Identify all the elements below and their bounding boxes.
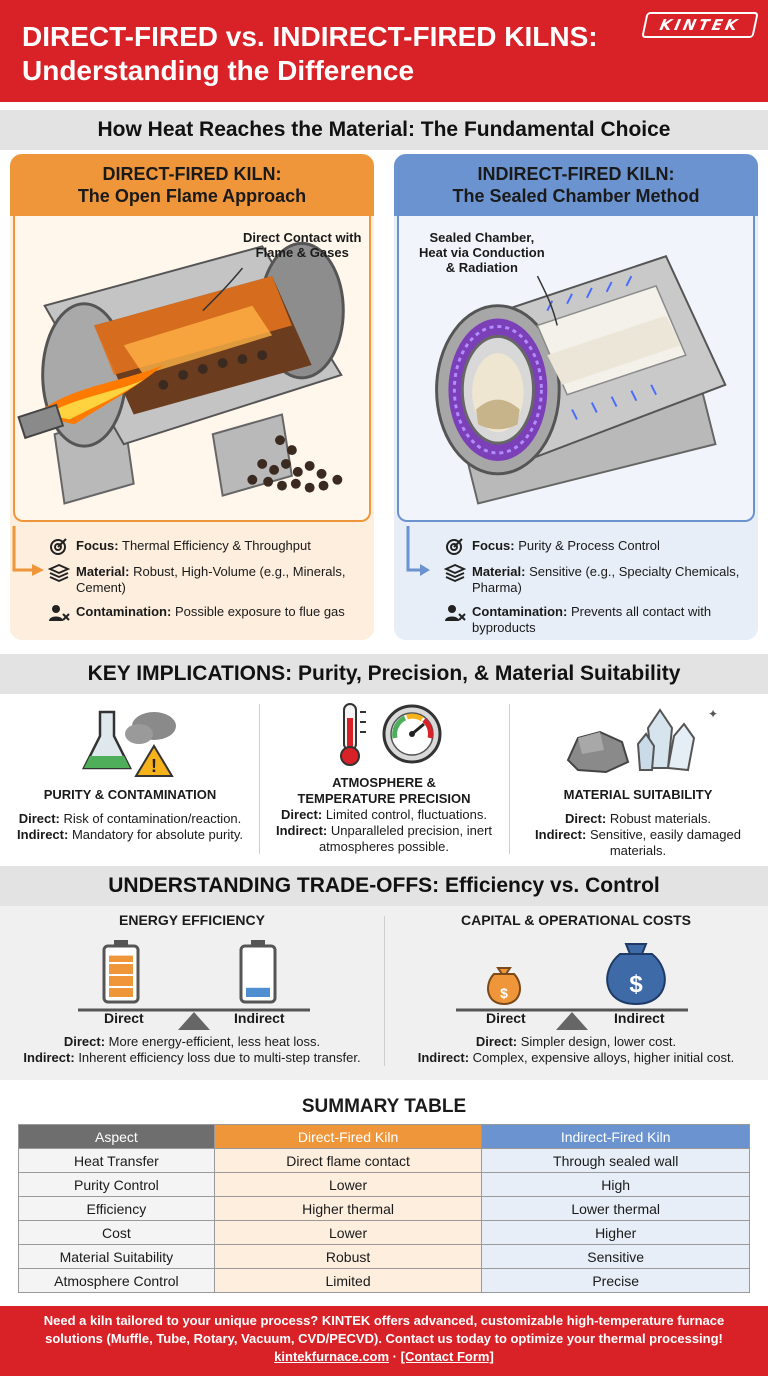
website-link[interactable]: kintekfurnace.com xyxy=(274,1349,390,1364)
target-icon xyxy=(48,538,70,556)
page-footer xyxy=(0,1306,768,1376)
direct-battery-fill xyxy=(109,956,133,997)
table-cell: Robust xyxy=(214,1245,482,1269)
direct-arrow-icon xyxy=(10,526,46,586)
table-row xyxy=(19,1245,750,1269)
footer-separator: · xyxy=(392,1349,398,1364)
energy-efficiency-text: Direct: More energy-efficient, less heat loss. Indirect: Inherent efficiency loss due to multi-step transfer. xyxy=(23,1034,361,1065)
energy-direct-label: Direct xyxy=(104,1010,144,1026)
implication-material-title: MATERIAL SUITABILITY xyxy=(563,787,713,802)
direct-fact-focus: Focus: Thermal Efficiency & Throughput xyxy=(48,538,368,556)
implication-material-text: Direct: Robust materials. Indirect: Sensitive, easily damaged materials. xyxy=(535,811,741,858)
table-cell: Through sealed wall xyxy=(482,1149,750,1173)
implication-material xyxy=(512,698,764,862)
direct-kiln-illustration xyxy=(13,216,371,522)
user-blocked-icon xyxy=(48,604,70,622)
indirect-arrow-icon xyxy=(394,526,430,586)
direct-kiln-panel xyxy=(10,154,374,640)
implication-atmosphere-title: ATMOSPHERE & TEMPERATURE PRECISION xyxy=(297,775,471,806)
layers-icon xyxy=(48,564,70,582)
costs-direct-label: Direct xyxy=(486,1010,526,1026)
contact-form-link[interactable]: [Contact Form] xyxy=(400,1349,494,1364)
table-row xyxy=(19,1149,750,1173)
implication-divider xyxy=(259,704,260,854)
costs-title: CAPITAL & OPERATIONAL COSTS xyxy=(461,912,691,928)
page-header xyxy=(0,0,768,102)
summary-table-title: SUMMARY TABLE xyxy=(301,1096,467,1117)
page-title: DIRECT-FIRED vs. INDIRECT-FIRED KILNS: Understanding the Difference xyxy=(22,21,598,86)
svg-text:!: ! xyxy=(151,756,157,776)
table-cell: Higher thermal xyxy=(214,1197,482,1221)
indirect-kiln-panel xyxy=(394,154,758,640)
table-cell: Precise xyxy=(482,1269,750,1293)
direct-fact-contamination: Contamination: Possible exposure to flue gas xyxy=(48,604,368,622)
direct-callout: Direct Contact with Flame & Gases xyxy=(243,230,362,260)
table-cell: Lower xyxy=(214,1173,482,1197)
user-blocked-icon xyxy=(444,604,466,622)
implication-purity-text: Direct: Risk of contamination/reaction. Indirect: Mandatory for absolute purity. xyxy=(17,811,243,842)
table-cell: Lower xyxy=(214,1221,482,1245)
implication-divider xyxy=(509,704,510,854)
implications-section xyxy=(0,698,768,862)
svg-text:$: $ xyxy=(500,985,508,1001)
thermometer-gauge-icon xyxy=(262,698,506,768)
implications-heading: KEY IMPLICATIONS: Purity, Precision, & Material Suitability xyxy=(0,654,768,694)
target-icon xyxy=(444,538,466,556)
table-header-cell: Indirect-Fired Kiln xyxy=(482,1125,750,1149)
implication-atmosphere xyxy=(262,698,506,862)
table-cell: Heat Transfer xyxy=(19,1149,215,1173)
kintek-logo[interactable]: KINTEK xyxy=(641,12,759,38)
indirect-panel-title: INDIRECT-FIRED KILN: The Sealed Chamber Method xyxy=(394,154,758,216)
table-cell: Purity Control xyxy=(19,1173,215,1197)
table-cell: Cost xyxy=(19,1221,215,1245)
direct-facts xyxy=(48,538,368,630)
indirect-callout: Sealed Chamber, Heat via Conduction & Radiation xyxy=(419,230,545,275)
table-row xyxy=(19,1269,750,1293)
table-header-row xyxy=(19,1125,750,1149)
tradeoffs-section xyxy=(0,906,768,1080)
table-cell: Efficiency xyxy=(19,1197,215,1221)
flask-warning-icon xyxy=(4,698,256,778)
direct-panel-title: DIRECT-FIRED KILN: The Open Flame Approach xyxy=(10,154,374,216)
indirect-kiln-illustration xyxy=(397,216,755,522)
rock-crystal-icon xyxy=(512,698,764,778)
table-cell: Higher xyxy=(482,1221,750,1245)
summary-table xyxy=(18,1124,750,1293)
svg-text:$: $ xyxy=(629,971,643,998)
indirect-fact-material: Material: Sensitive (e.g., Specialty Chemicals, Pharma) xyxy=(444,564,752,596)
table-cell: Sensitive xyxy=(482,1245,750,1269)
indirect-fact-focus: Focus: Purity & Process Control xyxy=(444,538,752,556)
indirect-fact-contamination: Contamination: Prevents all contact with byproducts xyxy=(444,604,752,636)
table-header-cell: Aspect xyxy=(19,1125,215,1149)
direct-fact-material: Material: Robust, High-Volume (e.g., Minerals, Cement) xyxy=(48,564,368,596)
costs-indirect-label: Indirect xyxy=(614,1010,665,1026)
table-row xyxy=(19,1197,750,1221)
energy-efficiency-title: ENERGY EFFICIENCY xyxy=(119,912,265,928)
table-cell: High xyxy=(482,1173,750,1197)
svg-text:✦: ✦ xyxy=(708,707,719,721)
indirect-battery-fill xyxy=(246,988,270,997)
energy-indirect-label: Indirect xyxy=(234,1010,285,1026)
implication-atmosphere-text: Direct: Limited control, fluctuations. Indirect: Unparalleled precision, inert atmospheres possible. xyxy=(275,807,493,854)
table-row xyxy=(19,1221,750,1245)
table-header-cell: Direct-Fired Kiln xyxy=(214,1125,482,1149)
tradeoffs-heading: UNDERSTANDING TRADE-OFFS: Efficiency vs. Control xyxy=(0,866,768,906)
table-row xyxy=(19,1173,750,1197)
table-cell: Atmosphere Control xyxy=(19,1269,215,1293)
heat-section-heading: How Heat Reaches the Material: The Fundamental Choice xyxy=(0,110,768,150)
implication-purity xyxy=(4,698,256,862)
layers-icon xyxy=(444,564,466,582)
costs-text: Direct: Simpler design, lower cost. Indirect: Complex, expensive alloys, higher initial cost. xyxy=(417,1034,735,1065)
footer-line1: Need a kiln tailored to your unique process? KINTEK offers advanced, customizable high-temperature furnace xyxy=(43,1313,725,1328)
implication-purity-title: PURITY & CONTAMINATION xyxy=(43,787,217,802)
footer-line2: solutions (Muffle, Tube, Rotary, Vacuum, CVD/PECVD). Contact us today to optimize your thermal processing! xyxy=(45,1331,723,1346)
table-cell: Direct flame contact xyxy=(214,1149,482,1173)
table-cell: Material Suitability xyxy=(19,1245,215,1269)
direct-kiln-drawing xyxy=(15,216,369,520)
table-cell: Limited xyxy=(214,1269,482,1293)
indirect-facts xyxy=(444,538,752,640)
table-cell: Lower thermal xyxy=(482,1197,750,1221)
